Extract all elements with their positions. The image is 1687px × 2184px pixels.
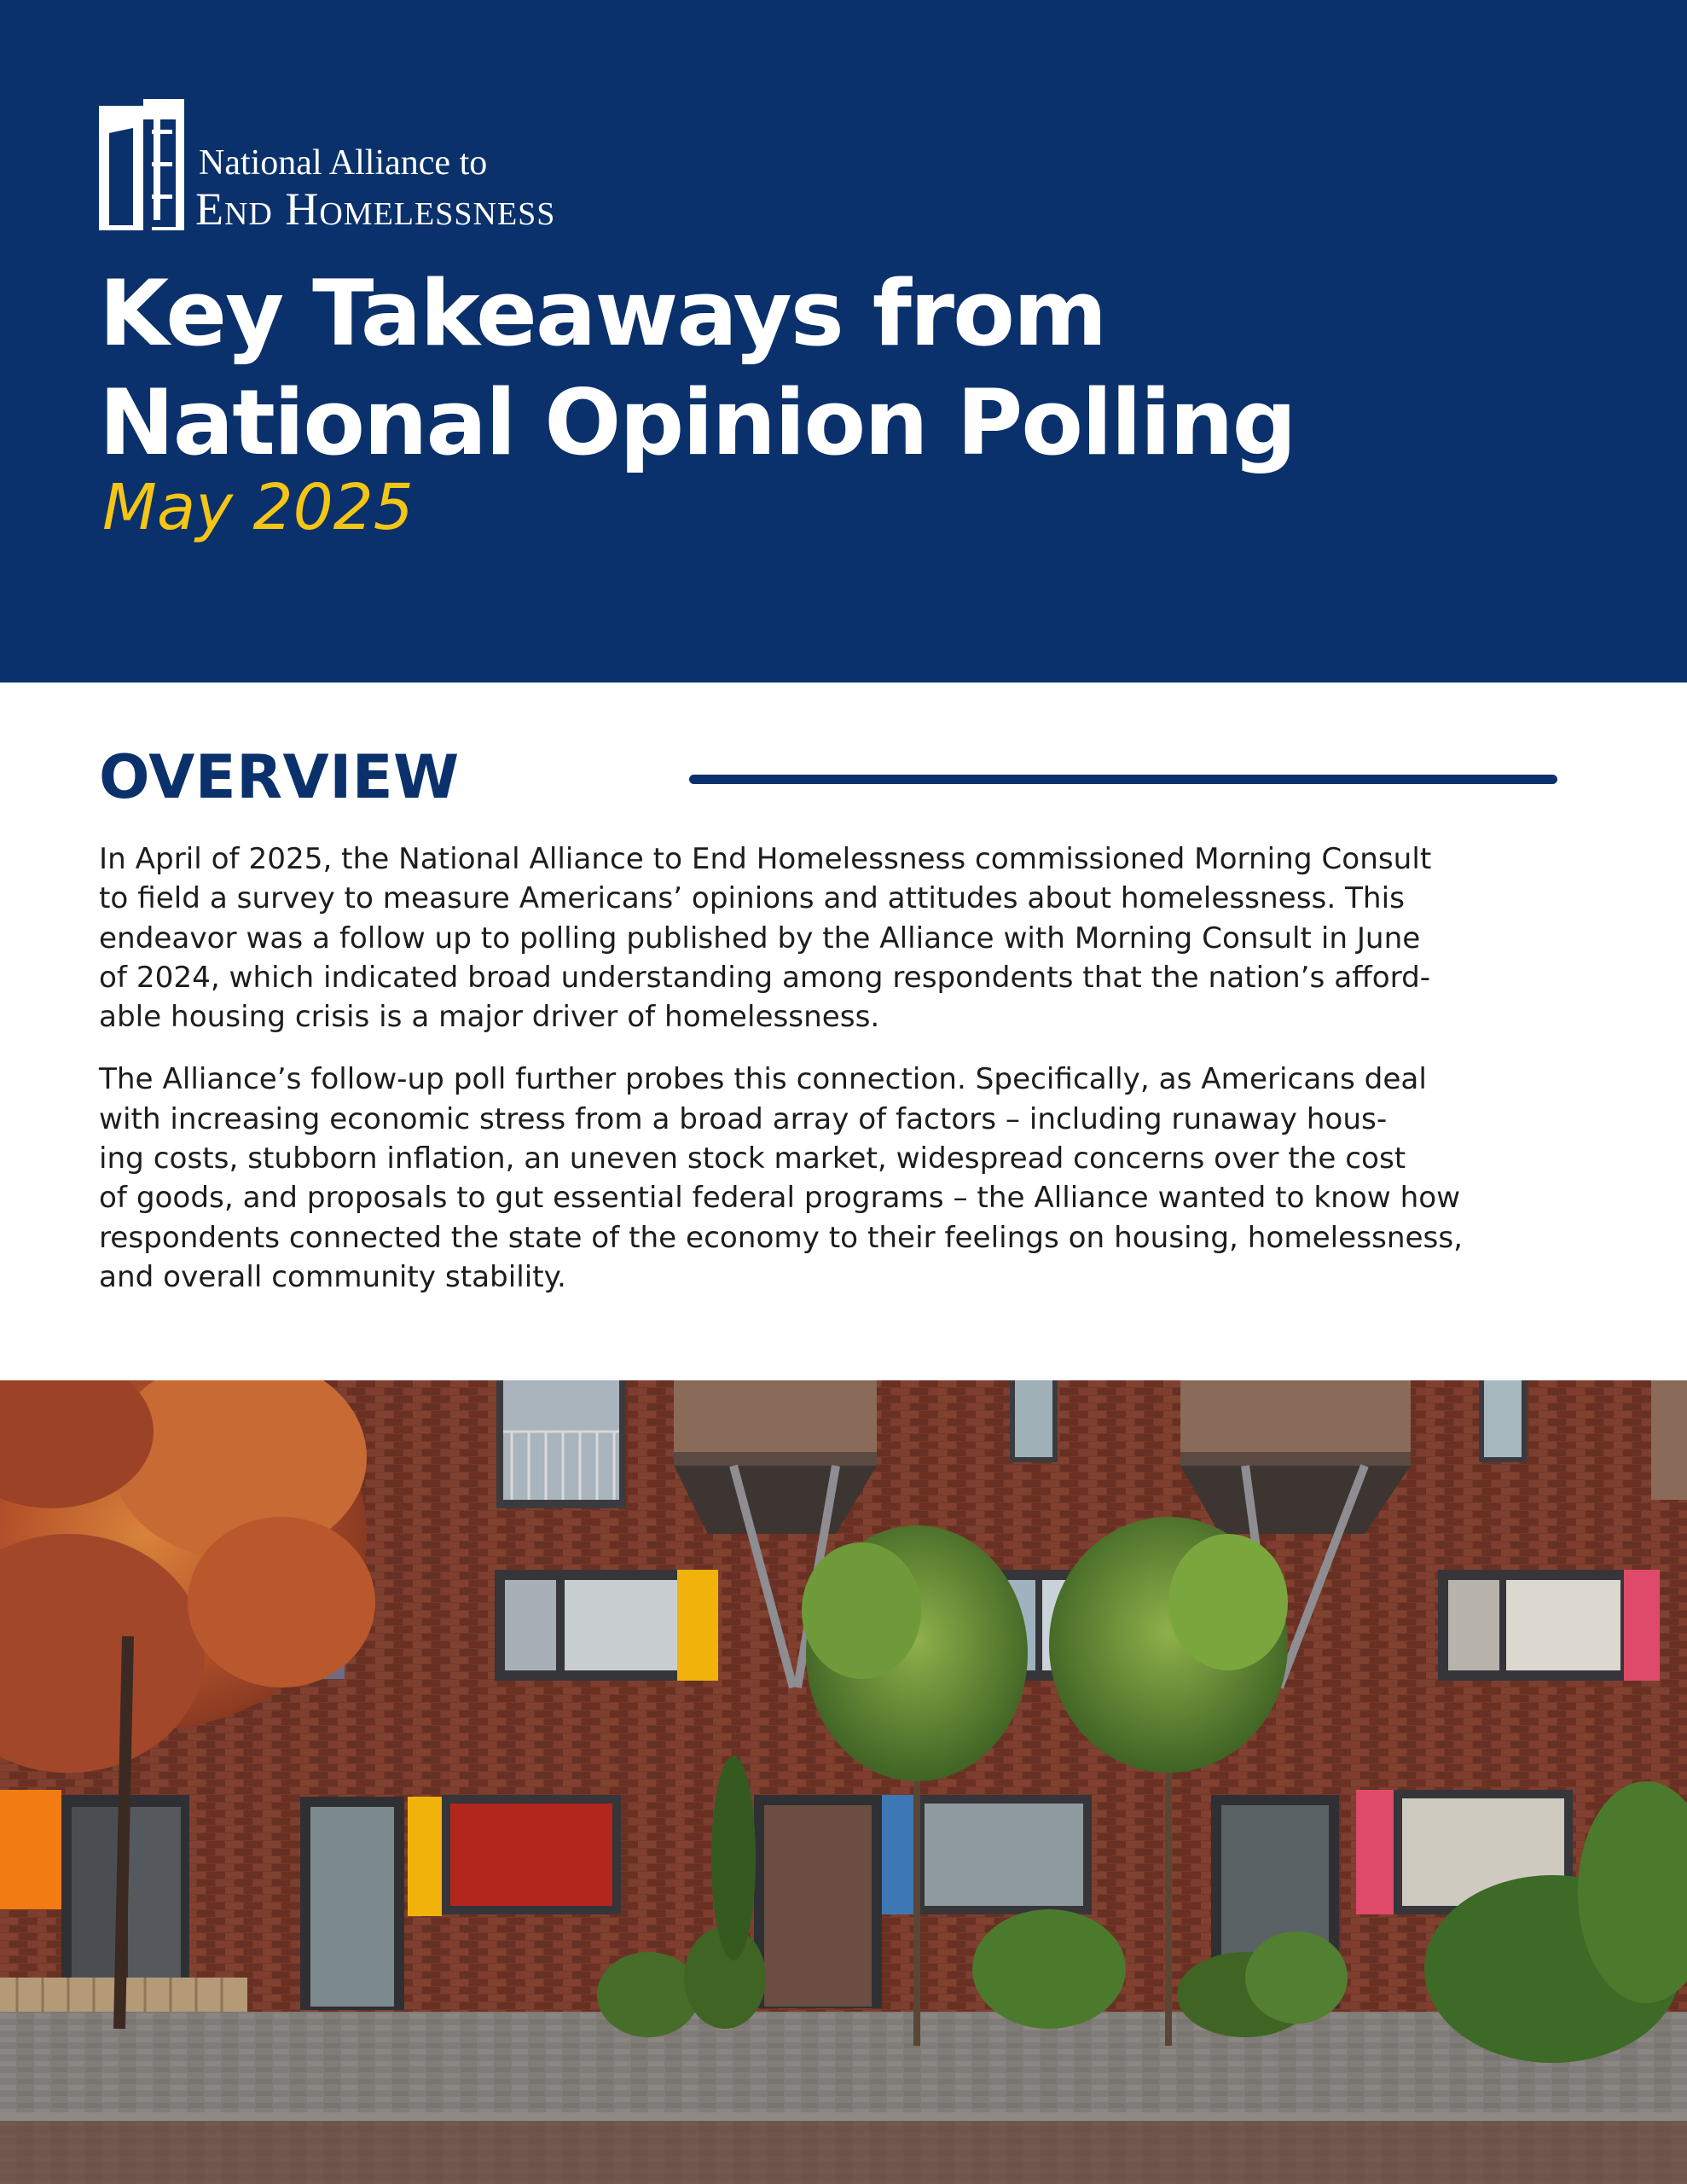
text-line: and overall community stability.: [99, 1259, 566, 1294]
text-line: The Alliance’s follow-up poll further probes this connection. Specifically, as Americans deal: [99, 1062, 1427, 1097]
overview-heading: OVERVIEW: [99, 742, 460, 812]
overview-body: [99, 839, 1591, 1297]
text-line: In April of 2025, the National Alliance to End Homelessness commissioned Morning Consult: [99, 842, 1432, 876]
organization-logo[interactable]: [99, 99, 645, 235]
logo-text-line2: End Homelessness: [195, 183, 556, 235]
housing-photo: [0, 1380, 1687, 2184]
page-title: [99, 259, 1295, 478]
logo-text-line1: National Alliance to: [199, 143, 488, 183]
text-line: of goods, and proposals to gut essential federal programs – the Alliance wanted to know how: [99, 1181, 1461, 1216]
text-line: with increasing economic stress from a broad array of factors – including runaway hous-: [99, 1101, 1388, 1136]
publication-date: May 2025: [102, 471, 414, 544]
text-line: respondents connected the state of the economy to their feelings on housing, homelessness,: [99, 1220, 1464, 1255]
title-line: National Opinion Polling: [99, 370, 1296, 475]
text-line: able housing crisis is a major driver of homelessness.: [99, 1000, 880, 1035]
text-line: ing costs, stubborn inflation, an uneven stock market, widespread concerns over the cost: [99, 1141, 1406, 1176]
text-line: endeavor was a follow up to polling published by the Alliance with Morning Consult in June: [99, 921, 1421, 956]
overview-paragraph-1: [99, 839, 1591, 1037]
doorway-building-icon: [99, 99, 184, 230]
overview-paragraph-2: [99, 1060, 1591, 1297]
header-banner: [0, 0, 1687, 682]
title-line: Key Takeaways from: [99, 261, 1106, 366]
text-line: of 2024, which indicated broad understanding among respondents that the nation’s afford-: [99, 960, 1431, 995]
heading-divider: [689, 775, 1557, 784]
text-line: to field a survey to measure Americans’ opinions and attitudes about homelessness. This: [99, 881, 1405, 916]
